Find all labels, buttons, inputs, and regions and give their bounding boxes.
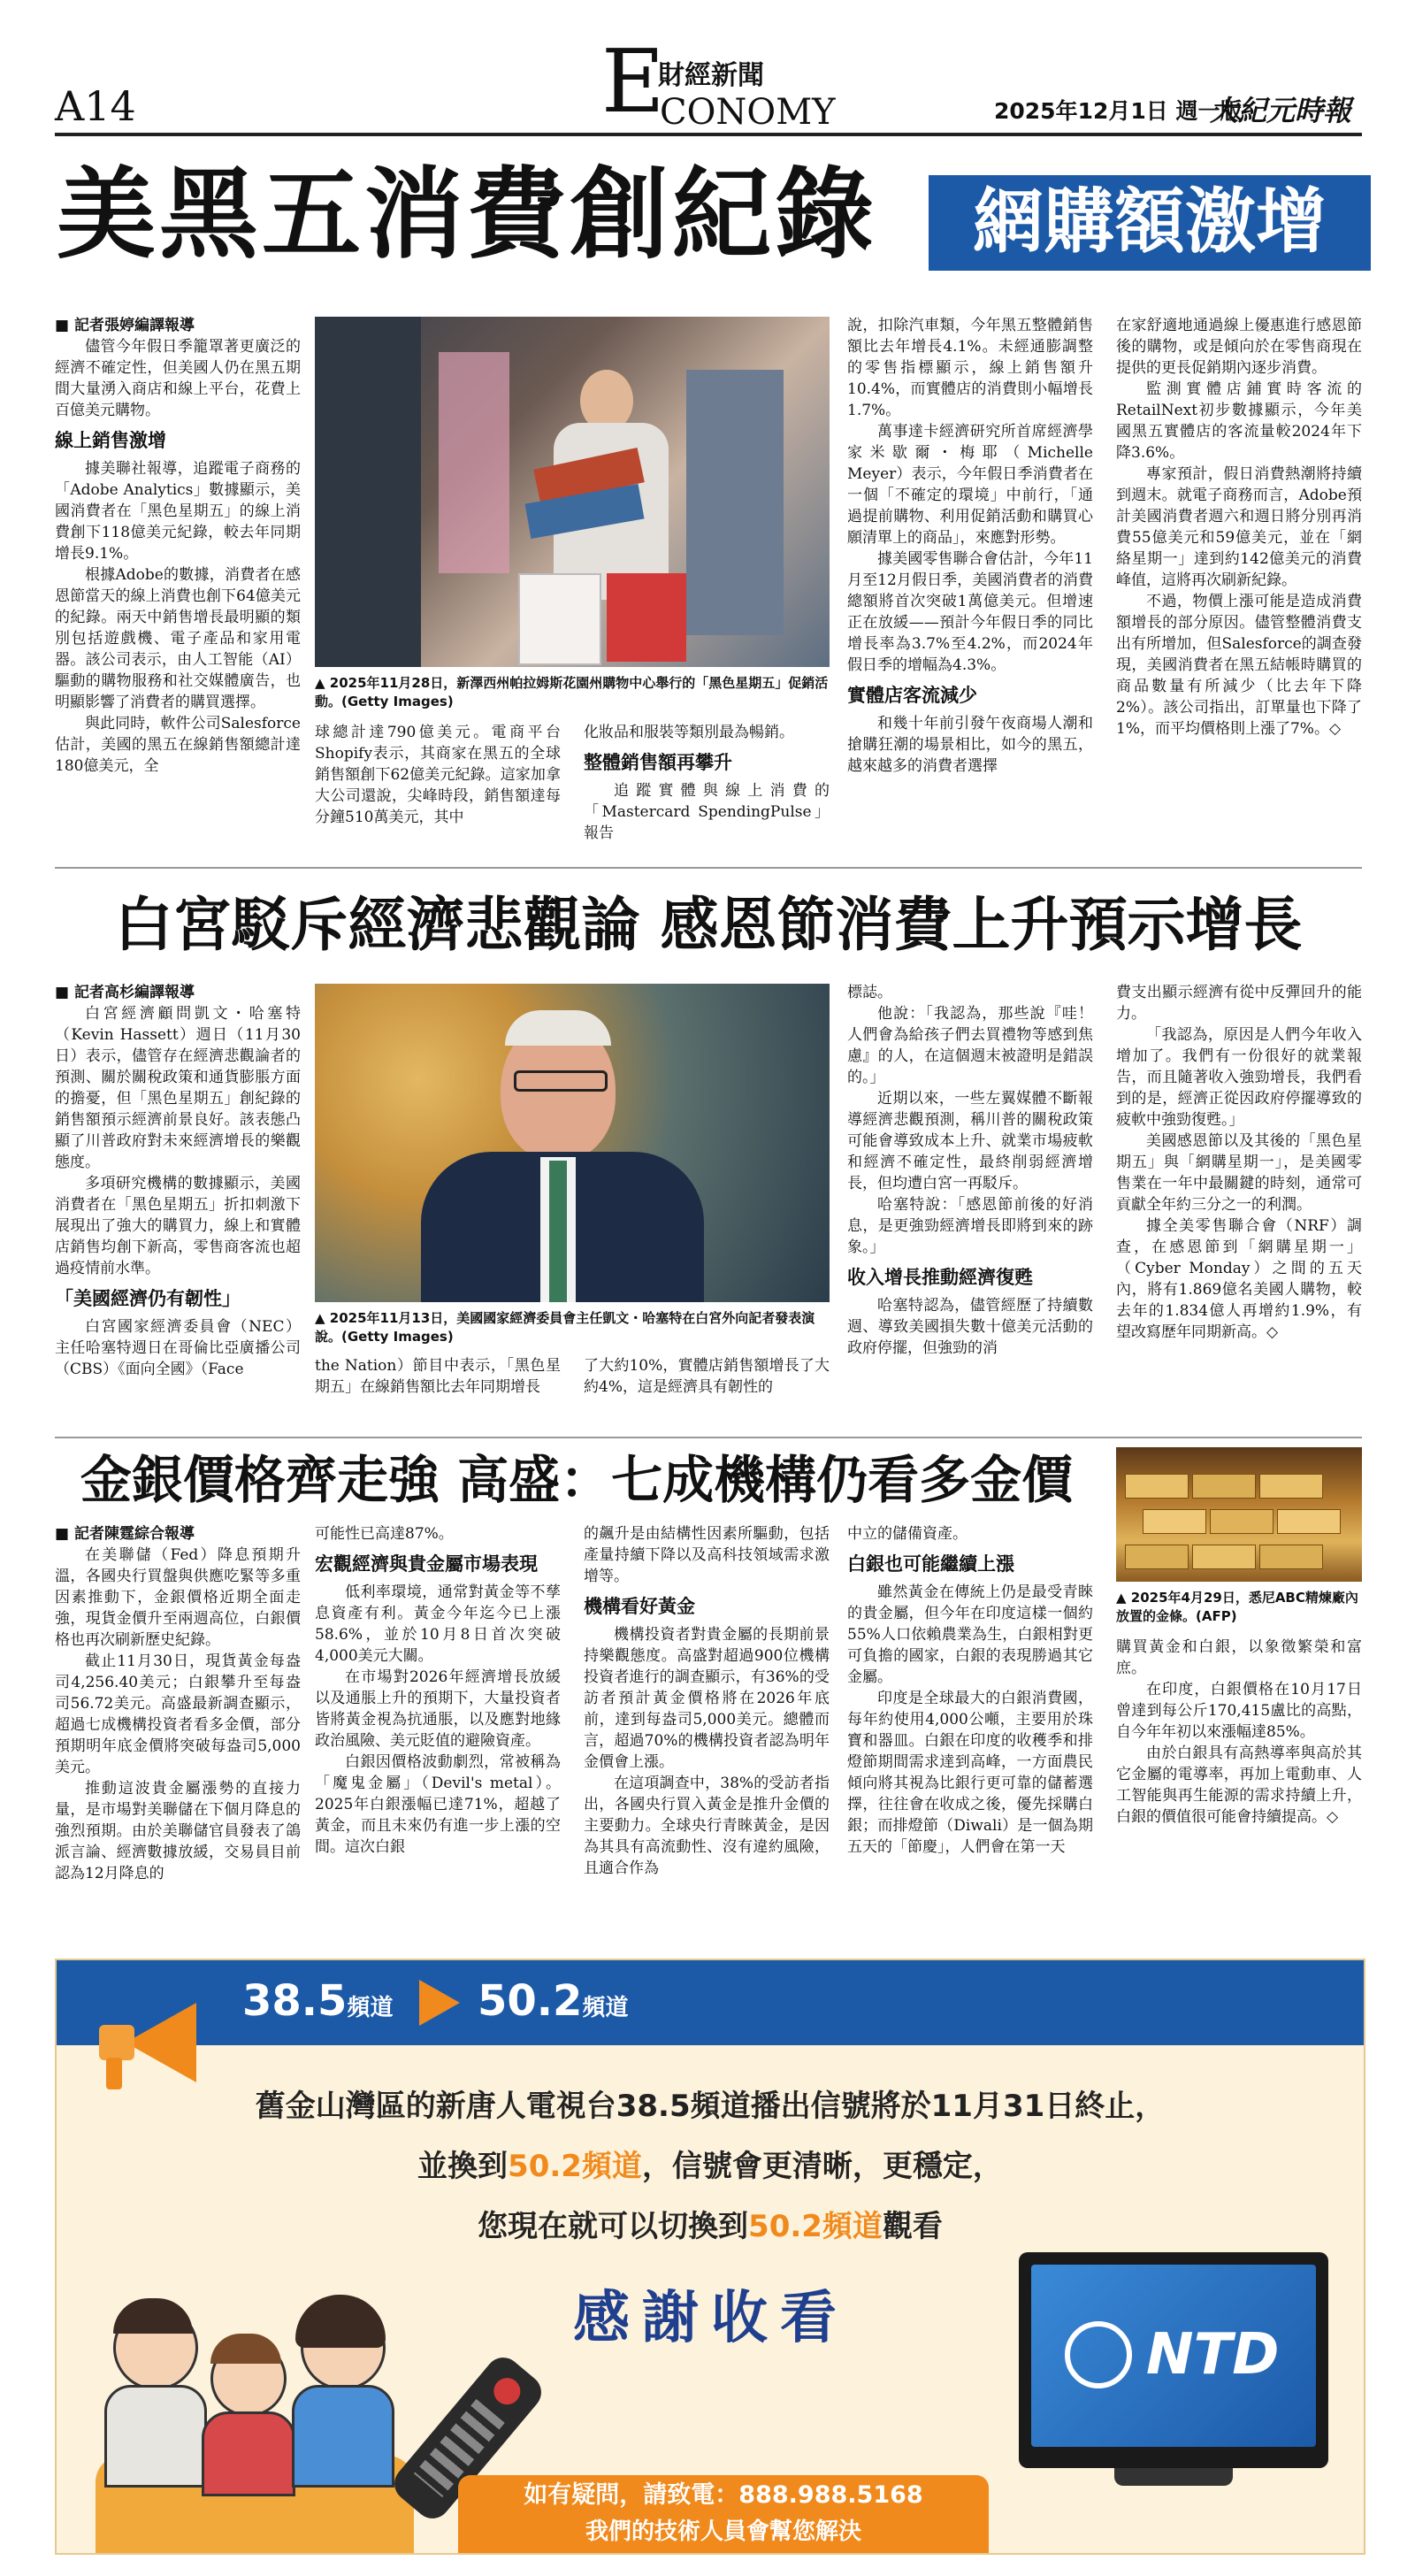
article1-byline: ■ 記者張婷編譯報導 [55,317,195,334]
article1-column-4 [847,315,1093,853]
article1-paragraph: 根據Adobe的數據，消費者在感恩節當天的線上消費也創下64億美元的紀錄。兩天中銷售增長最明顯的類別包括遊戲機、電子產品和家用電器。該公司表示，由人工智能（AI）驅動的購物服務和社交媒體廣告，也明顯影響了消費者的購買選擇。 [55,566,301,711]
tv-set-icon [1019,2252,1328,2468]
article2-subheading-resilience: 「美國經濟仍有韌性」 [55,1288,241,1309]
article1-subheading-online: 線上銷售激增 [55,430,166,451]
paper-name-logo: 大紀元時報 [1210,94,1352,127]
article3-paragraph: 中立的儲備資產。 [847,1525,968,1543]
article3-paragraph: 截止11月30日，現貨黃金每盎司4,256.40美元；白銀攀升至每盎司56.72美元。高盛最新調查顯示，超過七成機構投資者看多金價，部分預期明年底金價將突破每盎司5,000美元。 [55,1652,301,1776]
tv-stand [1114,2468,1233,2486]
article3-column-2 [315,1523,561,1948]
article2-column-5 [1116,982,1362,1424]
article3-subheading-macro: 宏觀經濟與貴金屬市場表現 [315,1553,538,1575]
article1-paragraph: 球總計達790億美元。電商平台Shopify表示，其商家在黑五的全球銷售額創下62億美元紀錄。這家加拿大公司還說，尖峰時段，銷售額達每分鐘510萬美元，其中 [315,724,561,826]
ad-line-3-highlight: 50.2頻道 [748,2209,883,2244]
article3-paragraph: 的飆升是由結構性因素所驅動，包括產量持續下降以及高科技領域需求激增等。 [584,1525,830,1585]
article3-paragraph: 可能性已高達87%。 [315,1525,454,1543]
article3-headline: 金銀價格齊走強 高盛：七成機構仍看多金價 [80,1450,1074,1510]
article2-paragraph: the Nation）節目中表示，「黑色星期五」在線銷售額比去年同期增長 [315,1357,561,1396]
article2-paragraph: 哈塞特認為，儘管經歷了持續數週、導致美國損失數十億美元活動的政府停擺，但強勁的消 [847,1297,1093,1357]
article3-column-3 [584,1523,830,1948]
article1-photo-caption: ▲ 2025年11月28日，新澤西州帕拉姆斯花園州購物中心舉行的「黑色星期五」促銷活動。(Getty Images) [315,675,829,709]
article2-paragraph: 了大約10%，實體店銷售額增長了大約4%，這是經濟具有韌性的 [584,1357,830,1396]
article2-photo-caption: ▲ 2025年11月13日，美國國家經濟委員會主任凱文・哈塞特在白宮外向記者發表演說。(Getty Images) [315,1310,815,1345]
article1-paragraph: 不過，物價上漲可能是造成消費額增長的部分原因。儘管整體消費支出有所增加，但Salesforce的調查發現，美國消費者在黑五結帳時購買的商品數量有所減少（比去年下降2%）。該公司指出，訂單量也下降了1%，而平均價格則上漲了7%。◇ [1116,593,1362,738]
ad-line-3-text: 您現在就可以切換到 [478,2209,749,2244]
article3-paragraph: 由於白銀具有高熱導率與高於其它金屬的電導率，再加上電動車、人工智能與再生能源的需求持續上升，白銀的價值很可能會持續提高。◇ [1116,1744,1362,1826]
section-chinese-name: 財經新聞 [658,60,764,91]
article2-paragraph: 據全美零售聯合會（NRF）調查，在感恩節到「網購星期一」（Cyber Monday）之間的五天內，將有1.869億名美國人購物，較去年的1.834億人再增約1.9%，有望改寫歷年同期新高。◇ [1116,1217,1362,1341]
thanks-for-watching: 感謝收看 [573,2285,849,2351]
article3-column-1 [55,1523,301,1948]
ad-line-1-text-end: 播出信號將於11月31日終止， [750,2089,1166,2124]
article3-column-5 [1116,1637,1362,1948]
article1-paragraph: 監測實體店鋪實時客流的RetailNext初步數據顯示，今年美國黑五實體店的客流量較2024年下降3.6%。 [1116,380,1362,462]
ad-line-2-text: 並換到 [417,2149,509,2184]
article3-paragraph: 在市場對2026年經濟增長放緩以及通脹上升的預期下，大量投資者皆將黃金視為抗通脹，以及應對地緣政治風險、美元貶值的避險資產。 [315,1668,561,1750]
article3-subheading-silver: 白銀也可能繼續上漲 [847,1553,1014,1575]
article2-paragraph: 費支出顯示經濟有從中反彈回升的能力。 [1116,984,1362,1023]
article1-paragraph: 與此同時，軟件公司Salesforce估計，美國的黑五在線銷售額總計達180億美元，全 [55,715,301,775]
page-number: A14 [55,82,136,130]
from-channel-number: 38.5 [242,1976,348,2026]
article2-column-2 [315,1355,561,1424]
ad-line-1-text: 舊金山灣區的新唐人電視台 [255,2089,616,2124]
ad-line-2-text-end: ，信號會更清晰，更穩定， [641,2149,1003,2184]
article1-subheading-store: 實體店客流減少 [847,685,977,706]
article3-paragraph: 低利率環境，通常對黃金等不孳息資產有利。黃金今年迄今已上漲58.6%，並於10月8日首次突破4,000美元大關。 [315,1583,561,1665]
article2-headline: 白宮駁斥經濟悲觀論 感恩節消費上升預示增長 [114,891,1303,959]
article3-paragraph: 雖然黃金在傳統上仍是最受青睞的貴金屬，但今年在印度這樣一個約55%人口依賴農業為生，白銀相對更可負擔的國家，白銀的表現勝過其它金屬。 [847,1583,1093,1686]
article1-column-5 [1116,315,1362,853]
article2-paragraph: 近期以來，一些左翼媒體不斷報導經濟悲觀預測，稱川普的關稅政策可能會導致成本上升、就業市場疲軟和經濟不確定性，最終削弱經濟增長，但均遭白宮一再駁斥。 [847,1090,1093,1192]
ad-line-2 [57,2146,1364,2187]
article3-subheading-institutions: 機構看好黃金 [584,1596,695,1617]
from-channel-label [242,1973,393,2029]
article1-paragraph: 據美聯社報導，追蹤電子商務的「Adobe Analytics」數據顯示，美國消費者在「黑色星期五」的線上消費創下118億美元紀錄，較去年同期增長9.1%。 [55,460,301,563]
ntd-logo-icon [1065,2321,1132,2388]
article1-paragraph: 萬事達卡經濟研究所首席經濟學家米歇爾・梅耶（Michelle Meyer）表示，今年假日季消費者在一個「不確定的環境」中前行，「通過提前購物、利用促銷活動和購買心願清單上的商品」，來應對形勢。 [847,423,1093,547]
section-english-rest: CONOMY [660,92,836,133]
to-channel-label [478,1973,628,2029]
divider [55,1437,1362,1438]
ad-line-3 [57,2206,1364,2247]
article1-paragraph: 化妝品和服裝等類別最為暢銷。 [584,724,794,741]
article1-column-1 [55,315,301,853]
article3-paragraph: 機構投資者對貴金屬的長期前景持樂觀態度。高盛對超過900位機構投資者進行的調查顯示，有36%的受訪者預計黃金價格將在2026年底前，達到每盎司5,000美元。總體而言，超過70%的機構投資者認為明年金價會上漲。 [584,1626,830,1771]
article1-headline-box [929,175,1371,271]
article3-paragraph: 推動這波貴金屬漲勢的直接力量，是市場對美聯儲在下個月降息的強烈預期。由於美聯儲官員發表了鴿派言論、經濟數據放緩，交易員目前認為12月降息的 [55,1780,301,1882]
article1-subheading-total: 整體銷售額再攀升 [584,752,732,773]
ad-line-3-text-end: 觀看 [882,2209,943,2244]
article1-column-3 [584,722,830,853]
divider [55,867,1362,869]
article3-column-4 [847,1523,1093,1948]
article2-column-3 [584,1355,830,1424]
article2-paragraph: 哈塞特說：「感恩節前後的好消息，是更強勁經濟增長即將到來的跡象。」 [847,1196,1093,1256]
article1-headline-box-text: 網購額激增 [973,180,1327,263]
article2-paragraph: 美國感恩節以及其後的「黑色星期五」與「網購星期一」，是美國零售業在一年中最關鍵的時刻，通常可貢獻全年約三分之一的利潤。 [1116,1132,1362,1214]
contact-phone-line: 如有疑問，請致電：888.988.5168 [524,2481,923,2509]
article2-photo-hassett [315,984,830,1302]
article2-paragraph: 白宮經濟顧問凱文・哈塞特（Kevin Hassett）週日（11月30日）表示，儘管存在經濟悲觀論者的預測、關於關稅政策和通貨膨脹方面的擔憂，但「黑色星期五」創紀錄的銷售額預示經濟前景良好。該表態凸顯了川普政府對未來經濟增長的樂觀態度。 [55,1005,301,1171]
ad-line-1-highlight: 38.5頻道 [616,2089,751,2124]
article1-paragraph: 專家預計，假日消費熱潮將持續到週末。就電子商務而言，Adobe預計美國消費者週六和週日將分別再消費55億美元和59億美元，並在「網絡星期一」達到約142億美元的消費峰值，這將再次刷新紀錄。 [1116,465,1362,589]
from-channel-word: 頻道 [347,1995,394,2021]
article1-photo-shopper [315,317,830,667]
article3-paragraph: 購買黃金和白銀，以象徵繁榮和富庶。 [1116,1638,1362,1677]
ad-line-1 [57,2086,1364,2127]
article2-paragraph: 白宮國家經濟委員會（NEC）主任哈塞特週日在哥倫比亞廣播公司（CBS）《面向全國》（Face [55,1318,301,1378]
article1-paragraph: 據美國零售聯合會估計，今年11月至12月假日季，美國消費者的消費總額將首次突破1萬億美元。但增速正在放緩——預計今年假日季的同比增長率為3.7%至4.2%，而2024年假日季的增幅為4.3%。 [847,550,1093,674]
arrow-right-icon [419,1980,460,2026]
article2-column-1 [55,982,301,1424]
article2-subheading-income: 收入增長推動經濟復甦 [847,1267,1033,1288]
article1-headline: 美黑五消費創紀錄 [57,157,877,272]
section-logo [601,27,867,133]
article3-paragraph: 在美聯儲（Fed）降息預期升溫，各國央行買盤與供應吃緊等多重因素推動下，金銀價格近期全面走強，現貨金價升至兩週高位，白銀價格也再次刷新歷史紀錄。 [55,1546,301,1649]
megaphone-icon [81,1994,214,2091]
ntd-channel-ad [55,1959,1365,2555]
article3-photo-gold-bars [1116,1447,1362,1582]
article3-paragraph: 印度是全球最大的白銀消費國，每年約使用4,000公噸，主要用於珠寶和器皿。白銀在印度的收穫季和排燈節期間需求達到高峰，一方面農民傾向將其視為比銀行更可靠的儲蓄選擇，往往會在收成之後，優先採購白銀；而排燈節（Diwali）是一個為期五天的「節慶」，人們會在第一天 [847,1690,1093,1856]
to-channel-word: 頻道 [582,1995,629,2021]
masthead-rule [55,133,1362,136]
article3-paragraph: 白銀因價格波動劇烈，常被稱為「魔鬼金屬」（Devil's metal）。2025年白銀漲幅已達71%，超越了黃金，而且未來仍有進一步上漲的空間。這次白銀 [315,1753,561,1856]
article2-byline: ■ 記者高杉編譯報導 [55,984,195,1001]
article1-paragraph: 儘管今年假日季籠罩著更廣泛的經濟不確定性，但美國人仍在黑五期間大量湧入商店和線上平台，花費上百億美元購物。 [55,338,301,419]
article2-paragraph: 「我認為，原因是人們今年收入增加了。我們有一份很好的就業報告，而且隨著收入強勁增長，我們看到的是，經濟正從因政府停擺導致的疲軟中強勁復甦。」 [1116,1026,1362,1129]
article2-column-4 [847,982,1093,1424]
to-channel-number: 50.2 [478,1976,583,2026]
article3-byline: ■ 記者陳霆綜合報導 [55,1525,195,1543]
ad-line-2-highlight: 50.2頻道 [508,2149,642,2184]
article3-paragraph: 在印度，白銀價格在10月17日曾達到每公斤170,415盧比的高點，自今年年初以來漲幅達85%。 [1116,1681,1362,1741]
article3-paragraph: 在這項調查中，38%的受訪者指出，各國央行買入黃金是推升金價的主要動力。全球央行青睞黃金，是因為其具有高流動性、沒有違約風險，且適合作為 [584,1775,830,1877]
article1-paragraph: 和幾十年前引發午夜商場人潮和搶購狂潮的場景相比，如今的黑五，越來越多的消費者選擇 [847,715,1093,775]
section-big-letter: E [601,32,665,133]
article2-paragraph: 多項研究機構的數據顯示，美國消費者在「黑色星期五」折扣刺激下展現出了強大的購買力，線上和實體店銷售均創下新高，零售商客流也超過疫情前水準。 [55,1175,301,1277]
issue-date: 2025年12月1日 週一版 [994,98,1243,124]
contact-help-line: 我們的技術人員會幫您解決 [585,2518,861,2545]
article2-paragraph: 標誌。 [847,984,892,1001]
family-watching-illustration [69,2243,440,2553]
tv-brand-label: NTD [1146,2322,1280,2388]
article1-paragraph: 說，扣除汽車類，今年黑五整體銷售額比去年增長4.1%。未經通膨調整的零售指標顯示，線上銷售額升10.4%，而實體店的消費則小幅增長1.7%。 [847,317,1093,419]
article1-column-2 [315,722,561,853]
article2-paragraph: 他說：「我認為，那些說『哇！人們會為給孩子們去買禮物等感到焦慮』的人，在這個週末被證明是錯誤的。」 [847,1005,1093,1086]
article1-paragraph: 追蹤實體與線上消費的「Mastercard SpendingPulse」報告 [584,782,830,842]
article1-paragraph: 在家舒適地通過線上優惠進行感恩節後的購物，或是傾向於在零售商現在提供的更長促銷期內逐步消費。 [1116,317,1362,377]
article3-photo-caption: ▲ 2025年4月29日，悉尼ABC精煉廠內放置的金條。(AFP) [1116,1590,1358,1624]
